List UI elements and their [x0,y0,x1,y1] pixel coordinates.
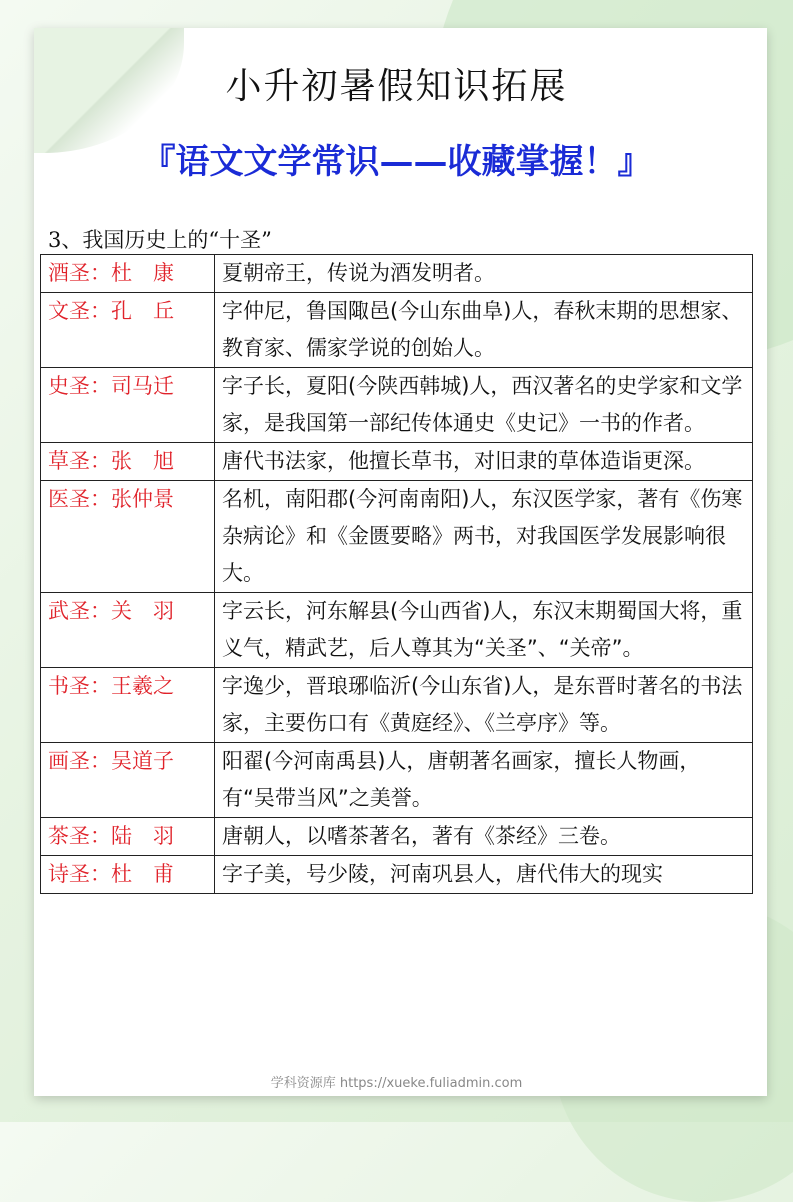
saint-description-cell: 唐代书法家，他擅长草书，对旧隶的草体造诣更深。 [215,443,753,481]
saint-description-cell: 唐朝人，以嗜茶著名，著有《茶经》三卷。 [215,818,753,856]
footer-watermark: 学科资源库 https://xueke.fuliadmin.com [270,1076,523,1091]
table-row [41,668,753,743]
saint-description-cell: 字子长，夏阳(今陕西韩城)人，西汉著名的史学家和文学家，是我国第一部纪传体通史《史记》一书的作者。 [215,368,753,443]
saint-description-cell: 字逸少，晋琅琊临沂(今山东省)人，是东晋时著名的书法家，主要伤口有《黄庭经》、《兰亭序》等。 [215,668,753,743]
saint-name-cell: 武圣：关 羽 [41,593,215,668]
saint-name-cell: 诗圣：杜 甫 [41,856,215,894]
saint-description-cell: 夏朝帝王，传说为酒发明者。 [215,255,753,293]
ten-saints-table [40,254,753,894]
saint-name-cell: 茶圣：陆 羽 [41,818,215,856]
page-title: 小升初暑假知识拓展 [225,66,568,107]
page-subtitle: 『语文文学常识——收藏掌握！』 [141,142,652,182]
saint-name-cell: 草圣：张 旭 [41,443,215,481]
saint-description-cell: 阳翟(今河南禹县)人，唐朝著名画家，擅长人物画，有“吴带当风”之美誉。 [215,743,753,818]
saint-description-cell: 字云长，河东解县(今山西省)人，东汉末期蜀国大将，重义气，精武艺，后人尊其为“关圣”、“关帝”。 [215,593,753,668]
saint-description-cell: 字子美，号少陵，河南巩县人，唐代伟大的现实 [215,856,753,894]
saint-name-cell: 文圣：孔 丘 [41,293,215,368]
table-row [41,818,753,856]
saint-name-cell: 医圣：张仲景 [41,481,215,593]
saint-name-cell: 酒圣：杜 康 [41,255,215,293]
table-row [41,368,753,443]
saint-name-cell: 史圣：司马迁 [41,368,215,443]
saint-name-cell: 书圣：王羲之 [41,668,215,743]
table-row [41,255,753,293]
saint-name-cell: 画圣：吴道子 [41,743,215,818]
table-row [41,593,753,668]
table-row [41,856,753,894]
saint-description-cell: 名机，南阳郡(今河南南阳)人，东汉医学家，著有《伤寒杂病论》和《金匮要略》两书，对我国医学发展影响很大。 [215,481,753,593]
table-row [41,443,753,481]
table-row [41,293,753,368]
saint-description-cell: 字仲尼，鲁国陬邑(今山东曲阜)人，春秋末期的思想家、教育家、儒家学说的创始人。 [215,293,753,368]
section-title: 3、我国历史上的“十圣” [48,228,272,252]
table-row [41,481,753,593]
table-row [41,743,753,818]
